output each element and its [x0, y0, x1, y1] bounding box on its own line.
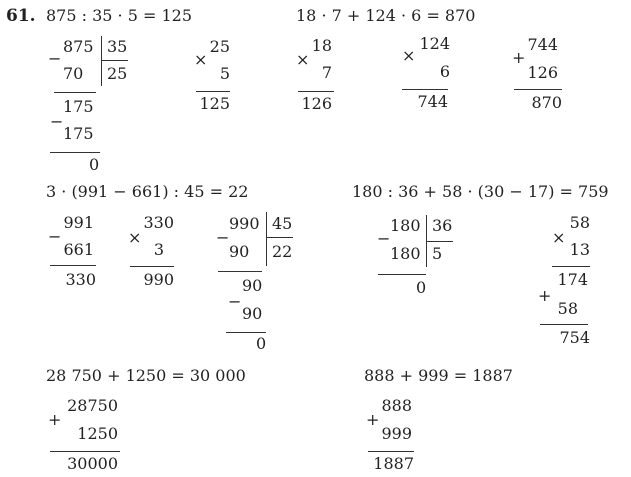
times-sign: × [552, 228, 566, 247]
times-sign: × [402, 46, 416, 65]
underline [50, 152, 100, 153]
underline [298, 91, 334, 92]
factor-b: 5 [219, 64, 230, 83]
quotient: 22 [272, 242, 293, 261]
times-sign: × [296, 50, 310, 69]
partial-product-1: 174 [557, 270, 588, 289]
factor-a: 18 [311, 36, 332, 55]
dividend: 875 [63, 37, 94, 56]
underline [514, 89, 562, 90]
difference: 330 [65, 270, 96, 289]
equation-4: 180 : 36 + 58 · (30 − 17) = 759 [352, 182, 609, 201]
sum: 1887 [373, 454, 414, 473]
factor-a: 58 [569, 213, 590, 232]
subtrahend-2: 90 [242, 304, 263, 323]
underline [378, 274, 426, 275]
minuend: 991 [63, 213, 94, 232]
divisor: 36 [432, 216, 453, 235]
remainder-step: 90 [242, 276, 263, 295]
factor-b: 6 [439, 62, 450, 81]
underline [218, 271, 262, 272]
underline [54, 92, 96, 93]
quotient: 25 [107, 64, 128, 83]
subtrahend: 180 [390, 244, 421, 263]
product: 754 [559, 328, 590, 347]
factor-b: 3 [153, 240, 164, 259]
addend-a: 744 [527, 35, 558, 54]
underline [50, 265, 96, 266]
underline [368, 451, 414, 452]
divisor-line [102, 60, 128, 61]
equation-3: 3 · (991 − 661) : 45 = 22 [46, 182, 249, 201]
equation-6: 888 + 999 = 1887 [364, 366, 513, 385]
addend-b: 1250 [77, 424, 118, 443]
factor-a: 330 [143, 213, 174, 232]
remainder-step: 175 [63, 97, 94, 116]
remainder: 0 [256, 334, 267, 353]
problem-number: 61. [6, 6, 36, 26]
addend-a: 888 [381, 396, 412, 415]
divisor-line [427, 241, 453, 242]
divisor: 45 [272, 214, 293, 233]
minus-sign: − [377, 229, 391, 248]
dividend: 990 [229, 214, 260, 233]
plus-sign: + [512, 48, 526, 67]
plus-sign: + [538, 286, 552, 305]
equation-5: 28 750 + 1250 = 30 000 [46, 366, 246, 385]
times-sign: × [128, 228, 142, 247]
underline [402, 89, 448, 90]
addend-b: 999 [381, 424, 412, 443]
sum: 30000 [67, 454, 118, 473]
sum: 870 [531, 93, 562, 112]
addend-b: 126 [527, 63, 558, 82]
equation-1: 875 : 35 · 5 = 125 [46, 6, 193, 25]
minus-sign: − [50, 112, 64, 131]
minus-sign: − [48, 227, 62, 246]
dividend: 180 [390, 216, 421, 235]
divisor: 35 [107, 37, 128, 56]
underline [50, 451, 120, 452]
remainder: 0 [416, 278, 427, 297]
plus-sign: + [366, 410, 380, 429]
equation-2: 18 · 7 + 124 · 6 = 870 [296, 6, 476, 25]
subtrahend-2: 175 [63, 124, 94, 143]
factor-b: 7 [321, 63, 332, 82]
underline [130, 266, 174, 267]
factor-a: 25 [209, 37, 230, 56]
product: 126 [301, 94, 332, 113]
product: 744 [417, 92, 448, 111]
partial-product-2: 58 [557, 299, 578, 318]
subtrahend: 661 [63, 240, 94, 259]
divisor-line [267, 237, 293, 238]
remainder: 0 [89, 155, 100, 174]
underline [226, 332, 266, 333]
addend-a: 28750 [67, 396, 118, 415]
minus-sign: − [48, 49, 62, 68]
factor-b: 13 [569, 240, 590, 259]
times-sign: × [194, 50, 208, 69]
subtrahend: 90 [229, 242, 250, 261]
product: 990 [143, 270, 174, 289]
underline [552, 266, 590, 267]
factor-a: 124 [419, 34, 450, 53]
underline [196, 91, 230, 92]
underline [540, 324, 588, 325]
product: 125 [199, 94, 230, 113]
minus-sign: − [228, 292, 242, 311]
quotient: 5 [432, 244, 443, 263]
plus-sign: + [48, 410, 62, 429]
subtrahend: 70 [63, 64, 84, 83]
division-bar [266, 212, 267, 266]
division-bar [101, 36, 102, 86]
minus-sign: − [216, 228, 230, 247]
